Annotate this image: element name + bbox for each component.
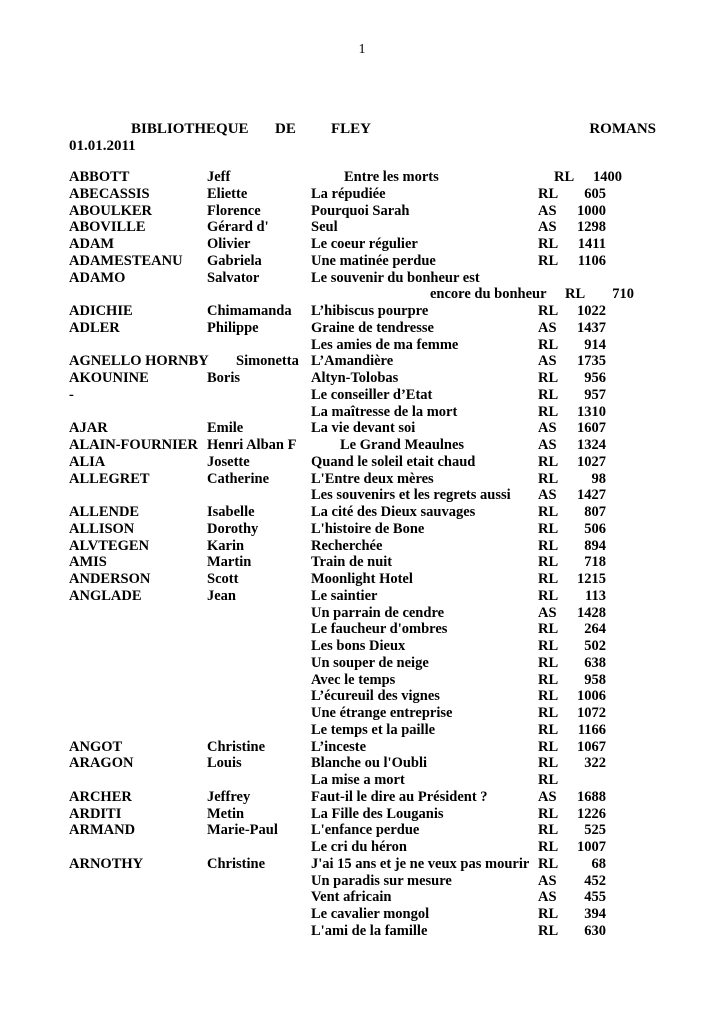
catalog-number: 1006 <box>577 688 606 705</box>
book-title: La vie devant soi <box>311 420 416 437</box>
shelf-code: AS <box>538 202 557 219</box>
shelf-code: RL <box>538 403 559 420</box>
book-title: Le faucheur d'ombres <box>311 621 448 638</box>
author-first-name: Simonetta <box>236 353 299 370</box>
author-first-name: Catherine <box>207 470 270 487</box>
author-last-name: ALAIN-FOURNIER <box>69 437 198 453</box>
book-title: Altyn-Tolobas <box>311 370 399 386</box>
shelf-code: AS <box>538 788 557 805</box>
catalog-number: 1400 <box>593 169 622 185</box>
author-first-name: Eliette <box>207 185 248 202</box>
book-title: Un souper de neige <box>311 654 429 671</box>
book-title: Le souvenir du bonheur est <box>311 269 480 286</box>
catalog-number: 1226 <box>577 805 606 822</box>
author-first-name: Boris <box>207 370 241 386</box>
header-de-word: DE <box>275 121 296 137</box>
shelf-code: RL <box>538 839 559 855</box>
list-item <box>0 437 724 454</box>
author-last-name: ABECASSIS <box>69 185 150 202</box>
shelf-code: RL <box>538 520 559 537</box>
author-first-name: Louis <box>207 755 242 772</box>
catalog-number: 525 <box>584 822 606 839</box>
author-last-name: ALIA <box>69 453 106 470</box>
shelf-code: RL <box>538 185 559 202</box>
list-item <box>0 303 724 320</box>
catalog-number: 68 <box>591 855 606 872</box>
book-title: La maîtresse de la mort <box>311 403 458 420</box>
author-first-name: Philippe <box>207 319 259 336</box>
shelf-code: RL <box>565 286 586 303</box>
catalog-number: 1427 <box>577 487 606 504</box>
book-title: Quand le soleil etait chaud <box>311 453 476 470</box>
author-first-name: Jeffrey <box>207 788 251 805</box>
book-list <box>0 169 724 940</box>
shelf-code: AS <box>538 437 557 453</box>
list-item <box>0 270 724 287</box>
catalog-number: 956 <box>584 370 606 386</box>
catalog-number: 1411 <box>577 236 606 252</box>
catalog-number: 1298 <box>577 219 606 236</box>
author-last-name: ADAMO <box>69 269 126 286</box>
catalog-number: 807 <box>584 504 606 520</box>
shelf-code: AS <box>538 420 557 437</box>
author-first-name: Florence <box>207 202 261 219</box>
shelf-code: AS <box>538 889 557 906</box>
book-title: Avec le temps <box>311 671 396 688</box>
author-first-name: Marie-Paul <box>207 822 278 839</box>
shelf-code: RL <box>538 621 559 638</box>
author-first-name: Karin <box>207 537 245 554</box>
catalog-number: 718 <box>584 554 606 571</box>
catalog-number: 1022 <box>577 303 606 319</box>
list-item <box>0 873 724 890</box>
author-last-name: ARCHER <box>69 788 132 805</box>
list-item <box>0 236 724 253</box>
shelf-code: RL <box>538 504 559 520</box>
author-last-name: AGNELLO HORNBY <box>69 353 209 370</box>
catalog-number: 1310 <box>577 403 606 420</box>
list-item <box>0 856 724 873</box>
author-last-name: ALLEGRET <box>69 470 150 487</box>
book-title: L'histoire de Bone <box>311 520 425 537</box>
book-title: Les bons Dieux <box>311 638 406 654</box>
list-item <box>0 370 724 387</box>
shelf-code: RL <box>538 638 559 654</box>
shelf-code: AS <box>538 604 557 621</box>
catalog-number: 452 <box>584 872 606 889</box>
book-title: encore du bonheur <box>430 286 547 303</box>
catalog-number: 1607 <box>577 420 606 437</box>
shelf-code: RL <box>538 303 559 319</box>
book-title: Une étrange entreprise <box>311 705 453 721</box>
author-first-name: Chimamanda <box>207 303 292 319</box>
list-item <box>0 806 724 823</box>
list-item <box>0 588 724 605</box>
catalog-number: 1027 <box>577 453 606 470</box>
catalog-number: 1000 <box>577 202 606 219</box>
author-first-name: Salvator <box>207 269 260 286</box>
catalog-number: 1437 <box>577 319 606 336</box>
catalog-number: 1428 <box>577 604 606 621</box>
book-title: Le cri du héron <box>311 839 407 855</box>
list-item <box>0 487 724 504</box>
shelf-code: RL <box>538 721 559 738</box>
shelf-code: RL <box>538 252 559 269</box>
book-title: La Fille des Louganis <box>311 805 444 822</box>
catalog-number: 1166 <box>577 721 606 738</box>
list-item <box>0 169 724 186</box>
author-last-name: ARNOTHY <box>69 855 144 872</box>
list-item <box>0 789 724 806</box>
catalog-number: 506 <box>584 520 606 537</box>
catalog-number: 1007 <box>577 839 606 855</box>
author-first-name: Gérard d' <box>207 219 269 236</box>
author-last-name: ARAGON <box>69 755 134 772</box>
shelf-code: RL <box>538 537 559 554</box>
shelf-code: AS <box>538 353 557 370</box>
shelf-code: RL <box>538 805 559 822</box>
author-first-name: Emile <box>207 420 244 437</box>
author-last-name: AKOUNINE <box>69 370 149 386</box>
list-item <box>0 203 724 220</box>
author-first-name: Christine <box>207 738 265 755</box>
list-item <box>0 688 724 705</box>
list-item <box>0 621 724 638</box>
shelf-code: RL <box>538 236 559 252</box>
list-item <box>0 521 724 538</box>
author-last-name: ADAMESTEANU <box>69 252 183 269</box>
shelf-code: RL <box>538 755 559 772</box>
author-first-name: Scott <box>207 571 239 587</box>
author-last-name: ANGOT <box>69 738 123 755</box>
catalog-number: 630 <box>584 922 606 939</box>
author-first-name: Olivier <box>207 236 251 252</box>
book-title: Le Grand Meaulnes <box>340 437 465 453</box>
book-title: La mise a mort <box>311 772 405 788</box>
catalog-number: 605 <box>584 185 606 202</box>
book-title: La cité des Dieux sauvages <box>311 504 476 520</box>
shelf-code: RL <box>538 470 559 487</box>
catalog-number: 1324 <box>577 437 606 453</box>
catalog-number: 1688 <box>577 788 606 805</box>
author-last-name: ALVTEGEN <box>69 537 150 554</box>
author-first-name: Martin <box>207 554 252 571</box>
shelf-code: RL <box>538 922 559 939</box>
shelf-code: AS <box>538 487 557 504</box>
catalog-number: 1067 <box>577 738 606 755</box>
catalog-number: 322 <box>584 755 606 772</box>
catalog-number: 1215 <box>577 571 606 587</box>
book-title: Les souvenirs et les regrets aussi <box>311 487 511 504</box>
book-title: Blanche ou l'Oubli <box>311 755 428 772</box>
book-title: Un parrain de cendre <box>311 604 445 621</box>
shelf-code: RL <box>538 571 559 587</box>
book-title: Recherchée <box>311 537 383 554</box>
list-item <box>0 638 724 655</box>
shelf-code: RL <box>538 336 559 353</box>
book-title: Graine de tendresse <box>311 319 434 336</box>
shelf-code: RL <box>538 671 559 688</box>
book-title: L’inceste <box>311 738 367 755</box>
author-last-name: - <box>69 386 74 403</box>
shelf-code: RL <box>538 554 559 571</box>
book-title: Un paradis sur mesure <box>311 872 452 889</box>
shelf-code: RL <box>538 386 559 403</box>
shelf-code: RL <box>538 688 559 705</box>
shelf-code: RL <box>554 169 575 185</box>
author-last-name: ANGLADE <box>69 587 142 604</box>
catalog-number: 98 <box>591 470 606 487</box>
shelf-code: RL <box>538 772 559 788</box>
author-last-name: ADAM <box>69 236 115 252</box>
page-number: 1 <box>358 42 366 57</box>
book-title: Le cavalier mongol <box>311 906 430 922</box>
header-category: ROMANS <box>589 121 656 137</box>
book-title: Seul <box>311 219 338 236</box>
author-first-name: Gabriela <box>207 252 262 269</box>
list-item <box>0 722 724 739</box>
author-last-name: AJAR <box>69 420 108 437</box>
book-title: La répudiée <box>311 185 386 202</box>
header-library-word: BIBLIOTHEQUE <box>131 121 249 137</box>
author-first-name: Jeff <box>207 169 231 185</box>
book-title: Une matinée perdue <box>311 252 436 269</box>
list-item <box>0 571 724 588</box>
list-item <box>0 404 724 421</box>
catalog-number: 894 <box>584 537 606 554</box>
list-item <box>0 538 724 555</box>
book-title: L’écureuil des vignes <box>311 688 440 705</box>
list-item <box>0 906 724 923</box>
list-item <box>0 353 724 370</box>
book-title: Le saintier <box>311 587 378 604</box>
list-item <box>0 889 724 906</box>
shelf-code: AS <box>538 319 557 336</box>
book-title: J'ai 15 ans et je ne veux pas mourir <box>311 855 530 872</box>
book-title: Le coeur régulier <box>311 236 418 252</box>
shelf-code: AS <box>538 872 557 889</box>
book-title: Entre les morts <box>344 169 439 185</box>
catalog-number: 1735 <box>577 353 606 370</box>
list-item <box>0 923 724 940</box>
catalog-number: 264 <box>584 621 606 638</box>
shelf-code: RL <box>538 453 559 470</box>
list-item <box>0 822 724 839</box>
book-title: L'ami de la famille <box>311 922 428 939</box>
list-item <box>0 320 724 337</box>
author-last-name: ARMAND <box>69 822 136 839</box>
shelf-code: RL <box>538 370 559 386</box>
list-item <box>0 219 724 236</box>
author-first-name: Isabelle <box>207 504 255 520</box>
author-first-name: Jean <box>207 587 236 604</box>
author-last-name: ALLENDE <box>69 504 140 520</box>
shelf-code: RL <box>538 738 559 755</box>
author-last-name: ABOVILLE <box>69 219 146 236</box>
shelf-code: RL <box>538 822 559 839</box>
author-first-name: Josette <box>207 453 250 470</box>
list-item <box>0 454 724 471</box>
header-date: 01.01.2011 <box>69 138 136 154</box>
list-item <box>0 186 724 203</box>
author-last-name: AMIS <box>69 554 107 571</box>
author-last-name: ABBOTT <box>69 169 130 185</box>
list-item <box>0 337 724 354</box>
author-first-name: Metin <box>207 805 245 822</box>
book-title: Le conseiller d’Etat <box>311 386 433 403</box>
author-last-name: ALLISON <box>69 520 135 537</box>
book-title: L'Entre deux mères <box>311 470 434 487</box>
catalog-number: 638 <box>584 654 606 671</box>
list-item <box>0 387 724 404</box>
author-first-name: Dorothy <box>207 520 259 537</box>
author-last-name: ARDITI <box>69 805 122 822</box>
shelf-code: AS <box>538 219 557 236</box>
list-item <box>0 672 724 689</box>
list-item <box>0 554 724 571</box>
catalog-number: 710 <box>612 286 634 303</box>
shelf-code: RL <box>538 654 559 671</box>
shelf-code: RL <box>538 587 559 604</box>
author-last-name: ADICHIE <box>69 303 133 319</box>
author-last-name: ANDERSON <box>69 571 151 587</box>
list-item <box>0 839 724 856</box>
book-title: Faut-il le dire au Président ? <box>311 788 488 805</box>
list-item <box>0 755 724 772</box>
list-item <box>0 420 724 437</box>
author-first-name: Henri Alban F <box>207 437 297 453</box>
book-title: Les amies de ma femme <box>311 336 459 353</box>
shelf-code: RL <box>538 906 559 922</box>
catalog-number: 1106 <box>577 252 606 269</box>
book-title: Moonlight Hotel <box>311 571 413 587</box>
list-item <box>0 705 724 722</box>
author-first-name: Christine <box>207 855 265 872</box>
catalog-number: 394 <box>584 906 606 922</box>
catalog-number: 1072 <box>577 705 606 721</box>
book-title: Le temps et la paille <box>311 721 436 738</box>
book-title: Train de nuit <box>311 554 393 571</box>
shelf-code: RL <box>538 855 559 872</box>
list-item <box>0 253 724 270</box>
book-title: Vent africain <box>311 889 392 906</box>
catalog-number: 113 <box>585 587 606 604</box>
author-last-name: ADLER <box>69 319 120 336</box>
author-last-name: ABOULKER <box>69 202 152 219</box>
catalog-number: 958 <box>584 671 606 688</box>
catalog-number: 455 <box>584 889 606 906</box>
list-item <box>0 504 724 521</box>
header-place: FLEY <box>331 121 372 137</box>
catalog-number: 957 <box>584 386 606 403</box>
book-title: Pourquoi Sarah <box>311 202 410 219</box>
list-item <box>0 286 724 303</box>
list-item <box>0 772 724 789</box>
list-item <box>0 605 724 622</box>
list-item <box>0 471 724 488</box>
list-item <box>0 655 724 672</box>
list-item <box>0 739 724 756</box>
shelf-code: RL <box>538 705 559 721</box>
book-title: L’Amandière <box>311 353 394 370</box>
book-title: L’hibiscus pourpre <box>311 303 429 319</box>
catalog-number: 502 <box>584 638 606 654</box>
catalog-number: 914 <box>584 336 606 353</box>
book-title: L'enfance perdue <box>311 822 420 839</box>
